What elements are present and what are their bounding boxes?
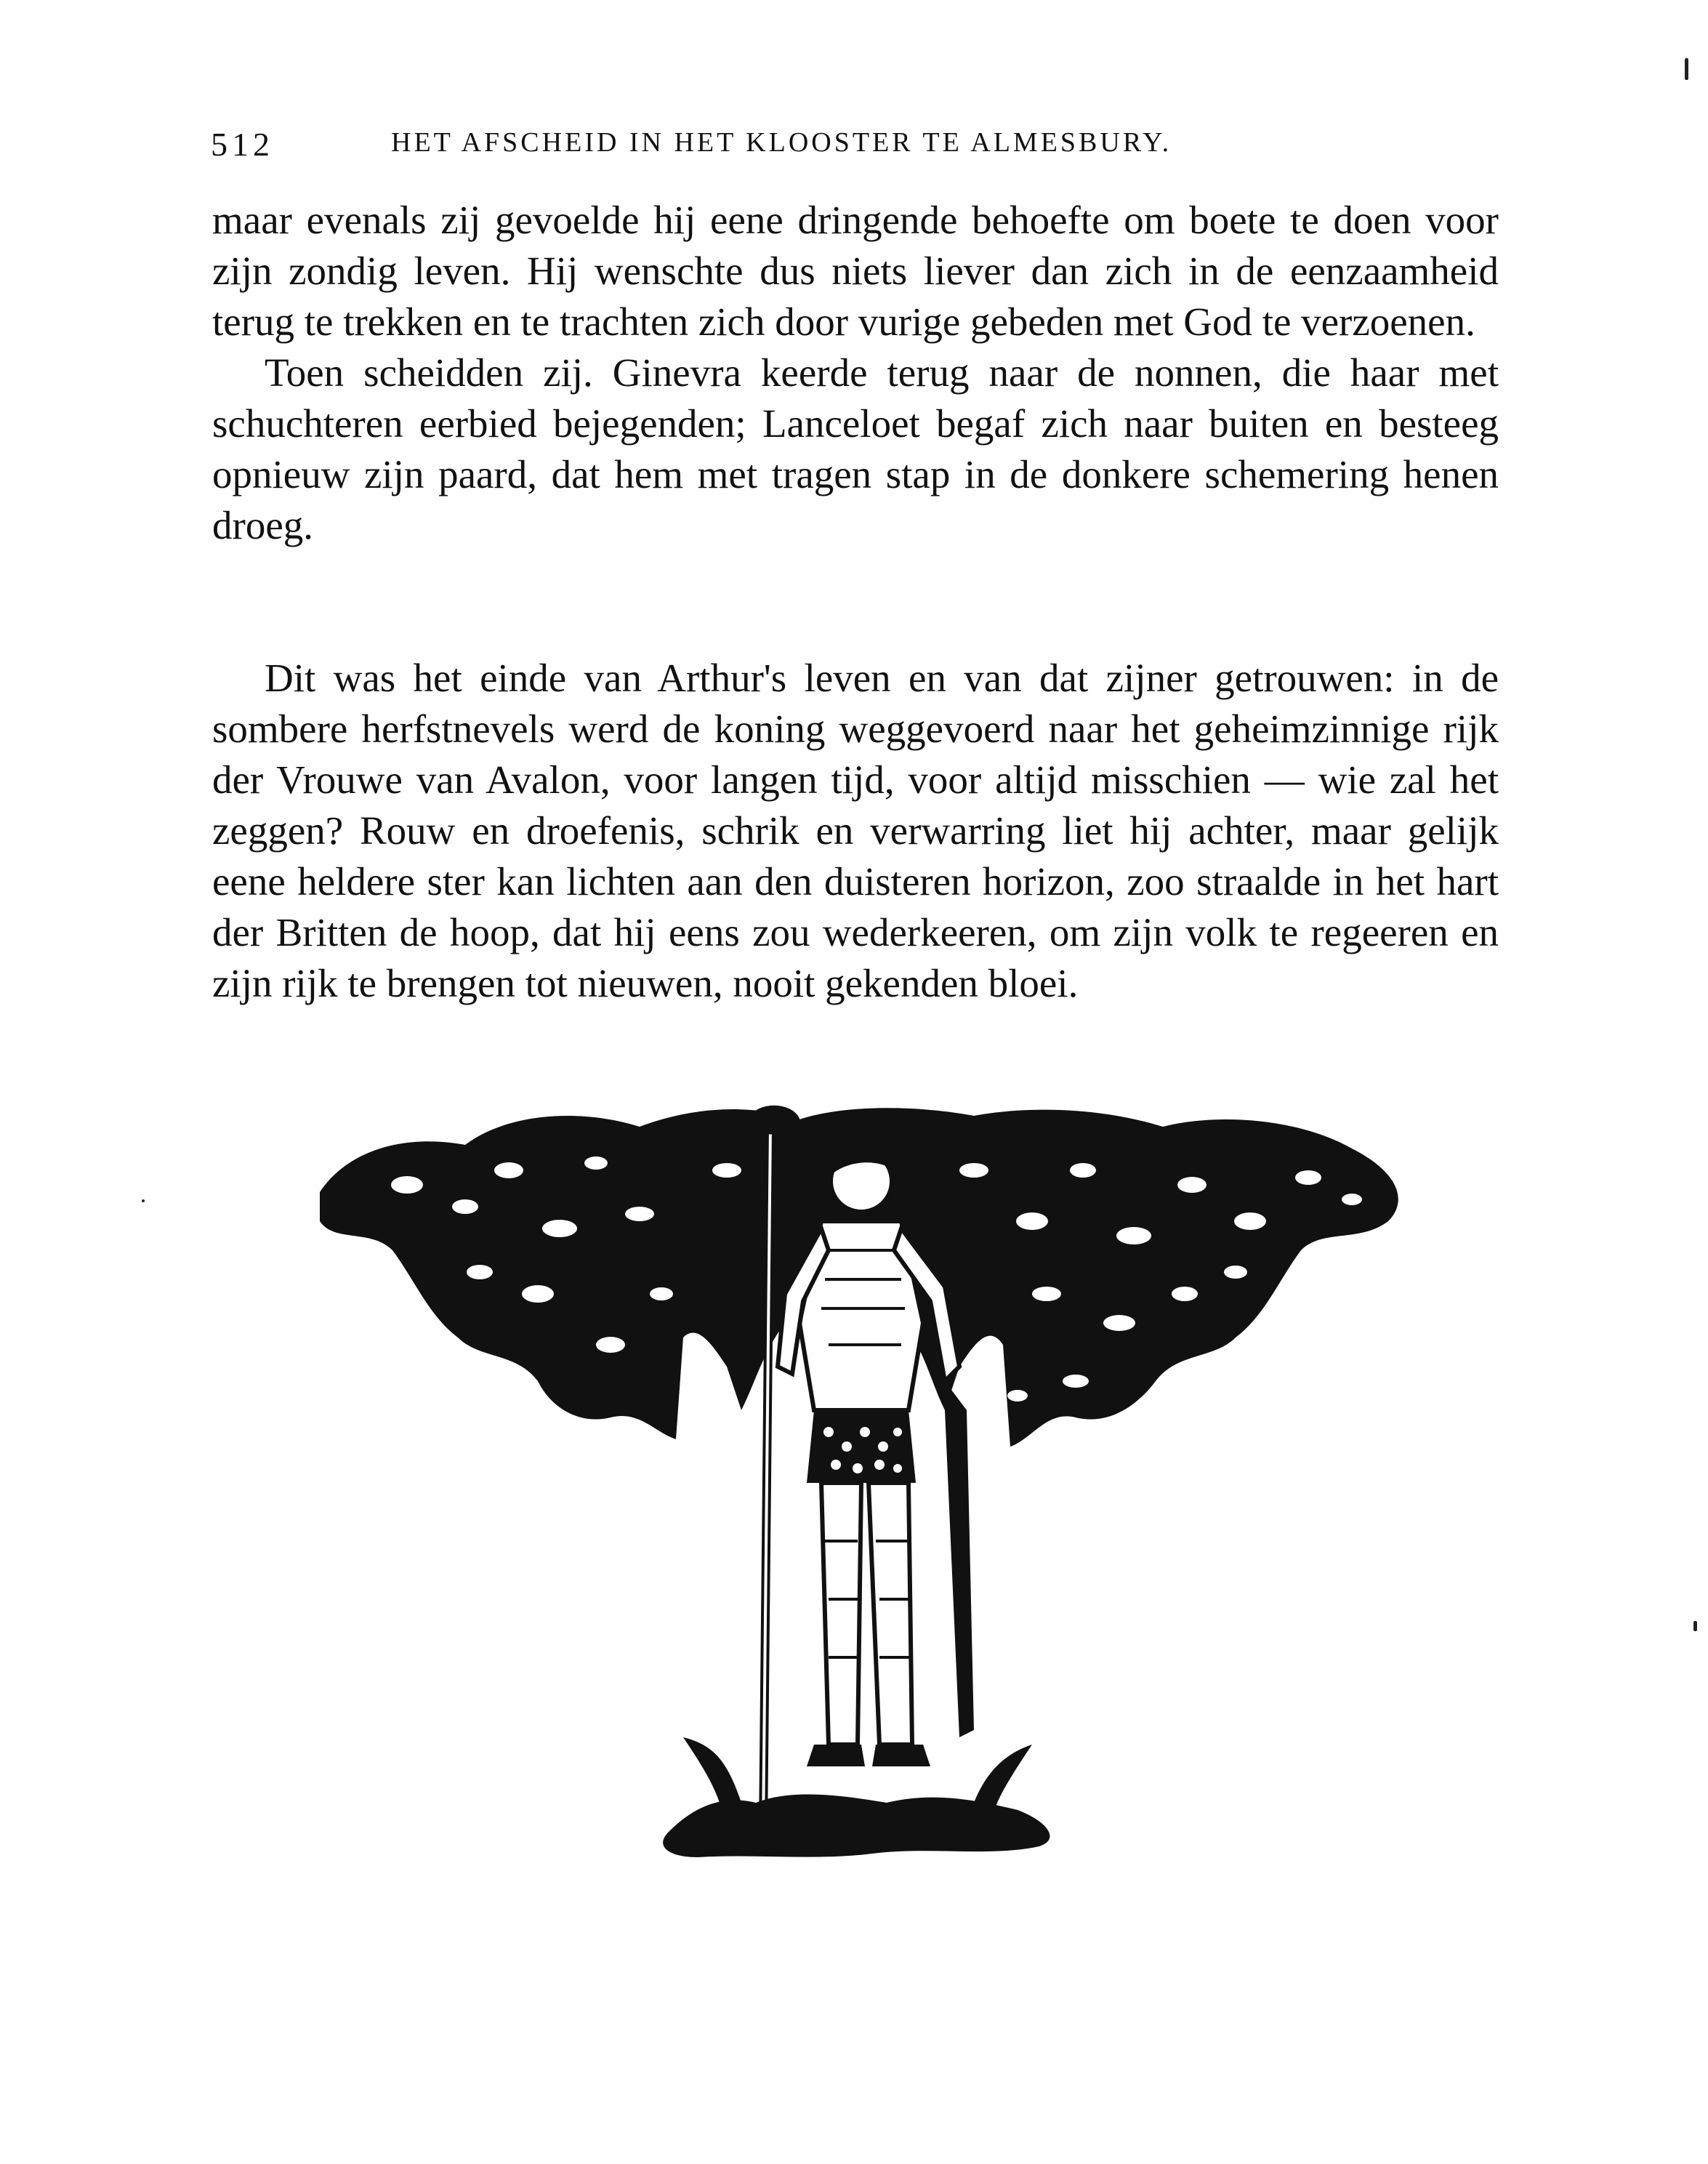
running-title: HET AFSCHEID IN HET KLOOSTER TE ALMESBURY. [391, 127, 1172, 158]
knight-under-tree-illustration [320, 1105, 1410, 1904]
paragraph-parting: Toen scheidden zij. Ginevra keerde terug naar de nonnen, die haar met schuchteren eerbied bejegenden; Lanceloet begaf zich naar buiten en besteeg opnieuw zijn paard, dat hem met tragen stap in de donkere schemering henen droeg. [212, 350, 1499, 547]
scan-speck [142, 1199, 145, 1202]
text-block-bottom [212, 653, 1499, 1009]
running-head [211, 116, 1497, 174]
scan-speck [1685, 58, 1688, 80]
scan-speck [1693, 1621, 1697, 1631]
text-block-top [212, 195, 1499, 551]
paragraph-arthur-end: Dit was het einde van Arthur's leven en van dat zijner getrouwen: in de sombere herfstnevels werd de koning weggevoerd naar het geheimzinnige rijk der Vrouwe van Avalon, voor langen tijd, voor altijd misschien — wie zal het zeggen? Rouw en droefenis, schrik en verwarring liet hij achter, maar gelijk eene heldere ster kan lichten aan den duisteren horizon, zoo straalde in het hart der Britten de hoop, dat hij eens zou wederkeeren, om zijn volk te regeeren en zijn rijk te brengen tot nieuwen, nooit gekenden bloei. [212, 656, 1499, 1005]
page-number: 512 [211, 126, 274, 163]
paragraph-continuation: maar evenals zij gevoelde hij eene dringende behoefte om boete te doen voor zijn zondig leven. Hij wenschte dus niets liever dan zich in de eenzaamheid terug te trekken en te trachten zich door vurige gebeden met God te verzoenen. [212, 198, 1499, 344]
